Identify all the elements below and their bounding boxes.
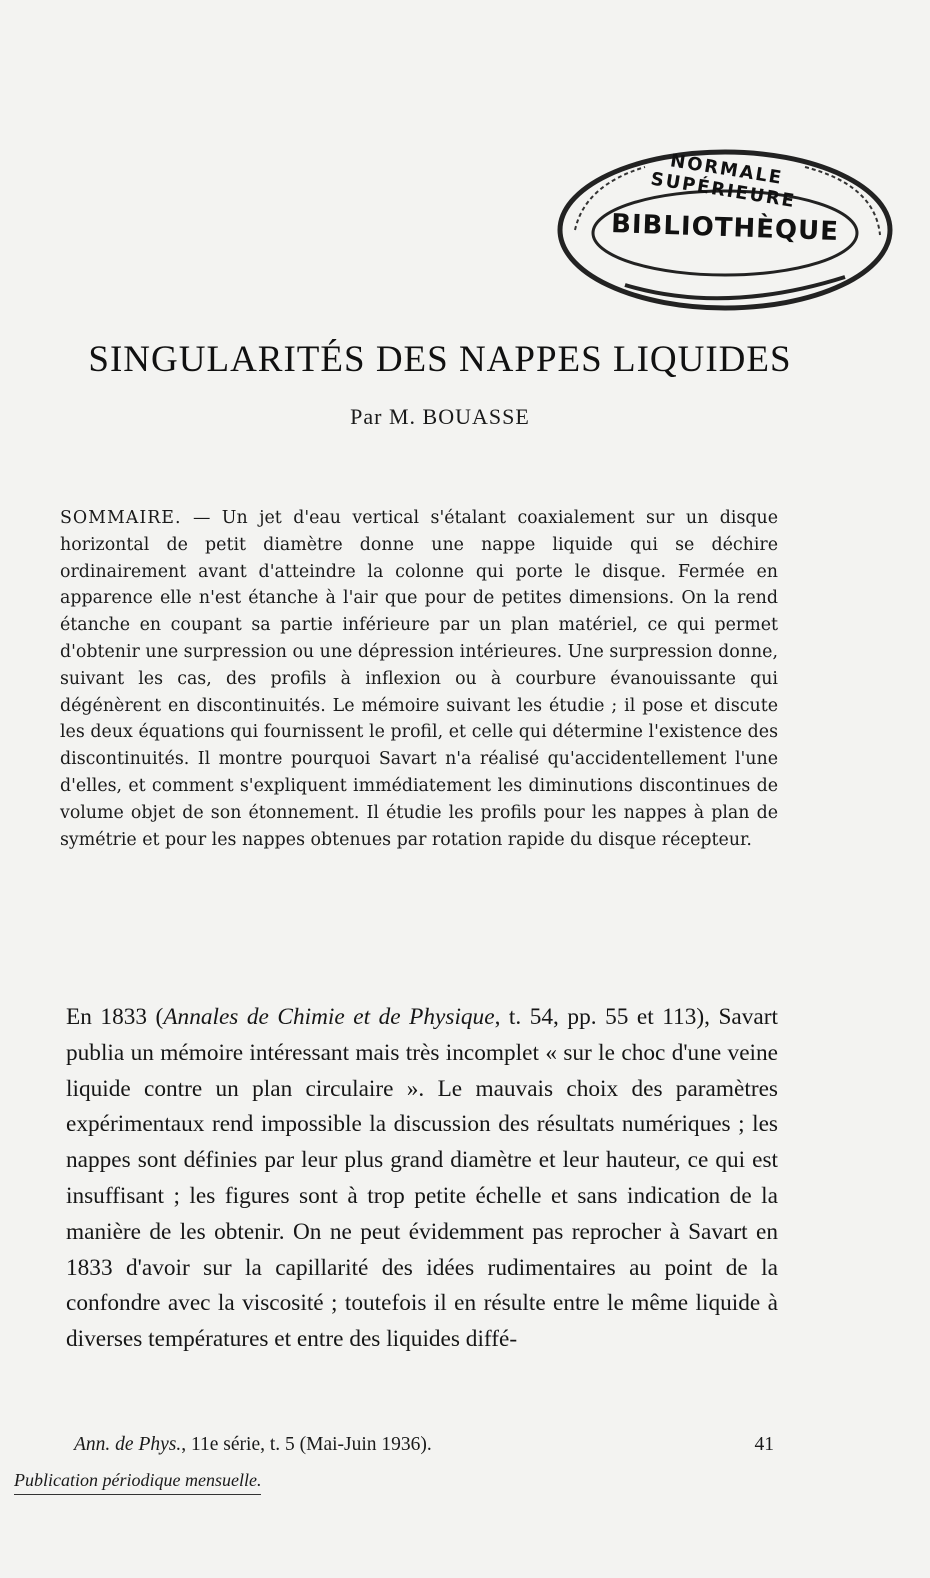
body-text-part2: , t. 54, pp. 55 et 113), Savart publia un mémoire intéressant mais très incomplet « sur le choc d'une veine liquide contre un plan circulaire ». Le mauvais choix des paramètres expérimentaux rend impossible la discussion des résultats numériques ; les nappes sont définies par leur plus grand diamètre et leur hauteur, ce qui est insuffisant ; les figures sont à trop petite échelle et sans indication de la manière de les obtenir. On ne peut évidemment pas reprocher à Savart en 1833 d'avoir sur la capillarité des idées rudimentaires au point de la confondre avec la viscosité ; toutefois il en résulte entre le même liquide à diverses températures et entre des liquides diffé- xyxy=(66,1004,778,1353)
stamp-center-text: BIBLIOTHÈQUE xyxy=(610,209,840,247)
abstract-lead: SOMMAIRE. xyxy=(60,508,182,528)
article-title: SINGULARITÉS DES NAPPES LIQUIDES xyxy=(88,339,792,380)
footer-journal: Ann. de Phys. xyxy=(74,1434,182,1455)
body-paragraph xyxy=(66,1000,778,1358)
running-footer xyxy=(74,1434,774,1456)
body-citation: Annales de Chimie et de Physique xyxy=(163,1004,495,1030)
library-stamp xyxy=(555,145,895,315)
footer-details: , 11e série, t. 5 (Mai-Juin 1936). xyxy=(181,1434,432,1455)
page-number: 41 xyxy=(754,1434,774,1455)
abstract-text: — Un jet d'eau vertical s'étalant coaxialement sur un disque horizontal de petit diamètre donne une nappe liquide qui se déchire ordinairement avant d'atteindre la colonne qui porte le disque. Fermée en apparence elle n'est étanche à l'air que pour de petites dimensions. On la rend étanche en coupant sa partie inférieure par un plan matériel, ce qui permet d'obtenir une surpression ou une dépression intérieures. Une surpression donne, suivant les cas, des profils à inflexion ou à courbure évanouissante qui dégénèrent en discontinuités. Le mémoire suivant les étudie ; il pose et discute les deux équations qui fournissent le profil, et celle qui détermine l'existence des discontinuités. Il montre pourquoi Savart n'a réalisé qu'accidentellement l'une d'elles, et comment s'expliquent immédiatement les diminutions discontinues de volume objet de son étonnement. Il étudie les profils pour les nappes à plan de symétrie et pour les nappes obtenues par rotation rapide du disque récepteur. xyxy=(60,508,778,850)
article-author: Par M. BOUASSE xyxy=(350,404,530,429)
publication-note: Publication périodique mensuelle. xyxy=(14,1470,261,1495)
body-text-part1: En 1833 ( xyxy=(66,1004,164,1030)
stamp-top-text: NORMALE SUPÉRIEURE xyxy=(649,150,798,213)
abstract-paragraph xyxy=(60,505,778,853)
